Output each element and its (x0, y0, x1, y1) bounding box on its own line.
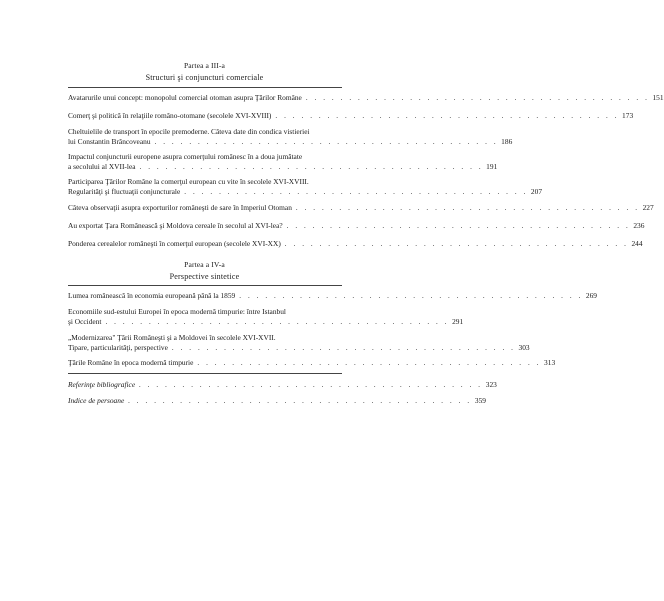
back-matter-divider (68, 373, 342, 374)
toc-entry-title: Referinţe bibliografice (68, 380, 136, 389)
leader-dots: . . . . . . . . . . . . . . . . . . . . . . . . . . . . . . . . . . . . . . . . (275, 112, 620, 120)
toc-entry-page: 173 (622, 111, 634, 120)
leader-dots: . . . . . . . . . . . . . . . . . . . . . . . . . . . . . . . . . . . . . . . . (184, 188, 528, 196)
toc-entry-page: 207 (530, 187, 543, 196)
leader-dots: . . . . . . . . . . . . . . . . . . . . . . . . . . . . . . . . . . . . . . . . (139, 381, 483, 389)
toc-entry-title: Câteva observaţii asupra exporturilor româneşti de sare în Imperiul Otoman (68, 203, 292, 212)
part-4-title: Perspective sintetice (169, 272, 240, 281)
toc-entry-title: Ţările Române în epoca modernă timpurie (68, 358, 194, 367)
toc-entry (68, 152, 498, 172)
toc-entry-bibliography (68, 380, 497, 390)
toc-entry-title: Cheltuielile de transport în epocile premoderne. Câteva date din condica vistieriei (68, 127, 310, 136)
toc-entry (68, 333, 530, 353)
toc-entry-page: 291 (452, 317, 464, 326)
part-4-label: Partea a IV-a (184, 260, 225, 269)
toc-entry-page: 236 (633, 221, 645, 230)
toc-entry (68, 239, 643, 249)
toc-entry-page: 186 (501, 137, 513, 146)
toc-entry-title: Participarea Ţărilor Române la comerţul european cu vite în secolele XVI-XVIII. (68, 177, 309, 186)
leader-dots: . . . . . . . . . . . . . . . . . . . . . . . . . . . . . . . . . . . . . . . . (128, 397, 472, 405)
toc-entry-title-continued: Tipare, particularităţi, perspective (68, 343, 168, 352)
toc-entry-page: 313 (544, 358, 556, 367)
toc-entry-index (68, 396, 486, 406)
toc-entry-page: 227 (642, 203, 654, 212)
toc-entry-title-continued: Regularităţi şi fluctuaţii conjuncturale (68, 187, 181, 196)
leader-dots: . . . . . . . . . . . . . . . . . . . . . . . . . . . . . . . . . . . . . . . . (197, 359, 542, 367)
toc-entry-title-continued: a secolului al XVII-lea (68, 162, 136, 171)
toc-entry (68, 358, 556, 368)
toc-entry-title: Comerţ şi politică în relaţiile româno-otomane (secolele XVI-XVIII) (68, 111, 272, 120)
toc-entry-page: 323 (485, 380, 497, 389)
part-3-title: Structuri şi conjuncturi comerciale (145, 73, 264, 82)
toc-entry (68, 307, 464, 327)
toc-entry-page: 244 (631, 239, 643, 248)
leader-dots: . . . . . . . . . . . . . . . . . . . . . . . . . . . . . . . . . . . . . . . . (139, 163, 484, 171)
toc-entry-page: 269 (585, 291, 597, 300)
toc-entry-title: Indice de persoane (68, 396, 125, 405)
toc-entry-title: Lumea românească în economia europeană până la 1859 (68, 291, 236, 300)
leader-dots: . . . . . . . . . . . . . . . . . . . . . . . . . . . . . . . . . . . . . . . . (239, 292, 583, 300)
toc-entry (68, 291, 597, 301)
toc-entry (68, 127, 513, 147)
toc-entry-page: 151 (652, 93, 664, 102)
leader-dots: . . . . . . . . . . . . . . . . . . . . . . . . . . . . . . . . . . . . . . . . (295, 204, 640, 212)
leader-dots: . . . . . . . . . . . . . . . . . . . . . . . . . . . . . . . . . . . . . . . . (105, 318, 450, 326)
toc-entry (68, 111, 634, 121)
part-4-divider (68, 285, 342, 286)
toc-entry-title: Ponderea cerealelor româneşti în comerţul european (secolele XVI-XX) (68, 239, 281, 248)
leader-dots: . . . . . . . . . . . . . . . . . . . . . . . . . . . . . . . . . . . . . . . . (154, 138, 499, 146)
toc-entry (68, 221, 645, 231)
leader-dots: . . . . . . . . . . . . . . . . . . . . . . . . . . . . . . . . . . . . . . . . (286, 222, 631, 230)
toc-entry-page: 359 (474, 396, 486, 405)
part-3-label: Partea a III-a (183, 61, 226, 70)
toc-entry (68, 93, 664, 103)
toc-entry-title: Au exportat Ţara Românească şi Moldova cereale în secolul al XVI-lea? (68, 221, 283, 230)
toc-entry-page: 303 (518, 343, 530, 352)
toc-entry-title-continued: lui Constantin Brâncoveanu (68, 137, 151, 146)
toc-entry-page: 191 (486, 162, 498, 171)
leader-dots: . . . . . . . . . . . . . . . . . . . . . . . . . . . . . . . . . . . . . . . . (171, 344, 516, 352)
part-3-divider (68, 87, 342, 88)
leader-dots: . . . . . . . . . . . . . . . . . . . . . . . . . . . . . . . . . . . . . . . . (305, 94, 650, 102)
toc-entry-title: „Modernizarea" Ţării Româneşti şi a Moldovei în secolele XVI-XVII. (68, 333, 276, 342)
toc-entry-title: Impactul conjuncturii europene asupra comerţului românesc în a doua jumătate (68, 152, 303, 161)
toc-entry (68, 203, 654, 213)
toc-entry (68, 177, 543, 197)
toc-entry-title: Avatarurile unui concept: monopolul comercial otoman asupra Ţărilor Române (68, 93, 302, 102)
toc-entry-title-continued: şi Occident (68, 317, 102, 326)
toc-entry-title: Economiile sud-estului Europei în epoca modernă timpurie: între Istanbul (68, 307, 286, 316)
leader-dots: . . . . . . . . . . . . . . . . . . . . . . . . . . . . . . . . . . . . . . . . (284, 240, 629, 248)
